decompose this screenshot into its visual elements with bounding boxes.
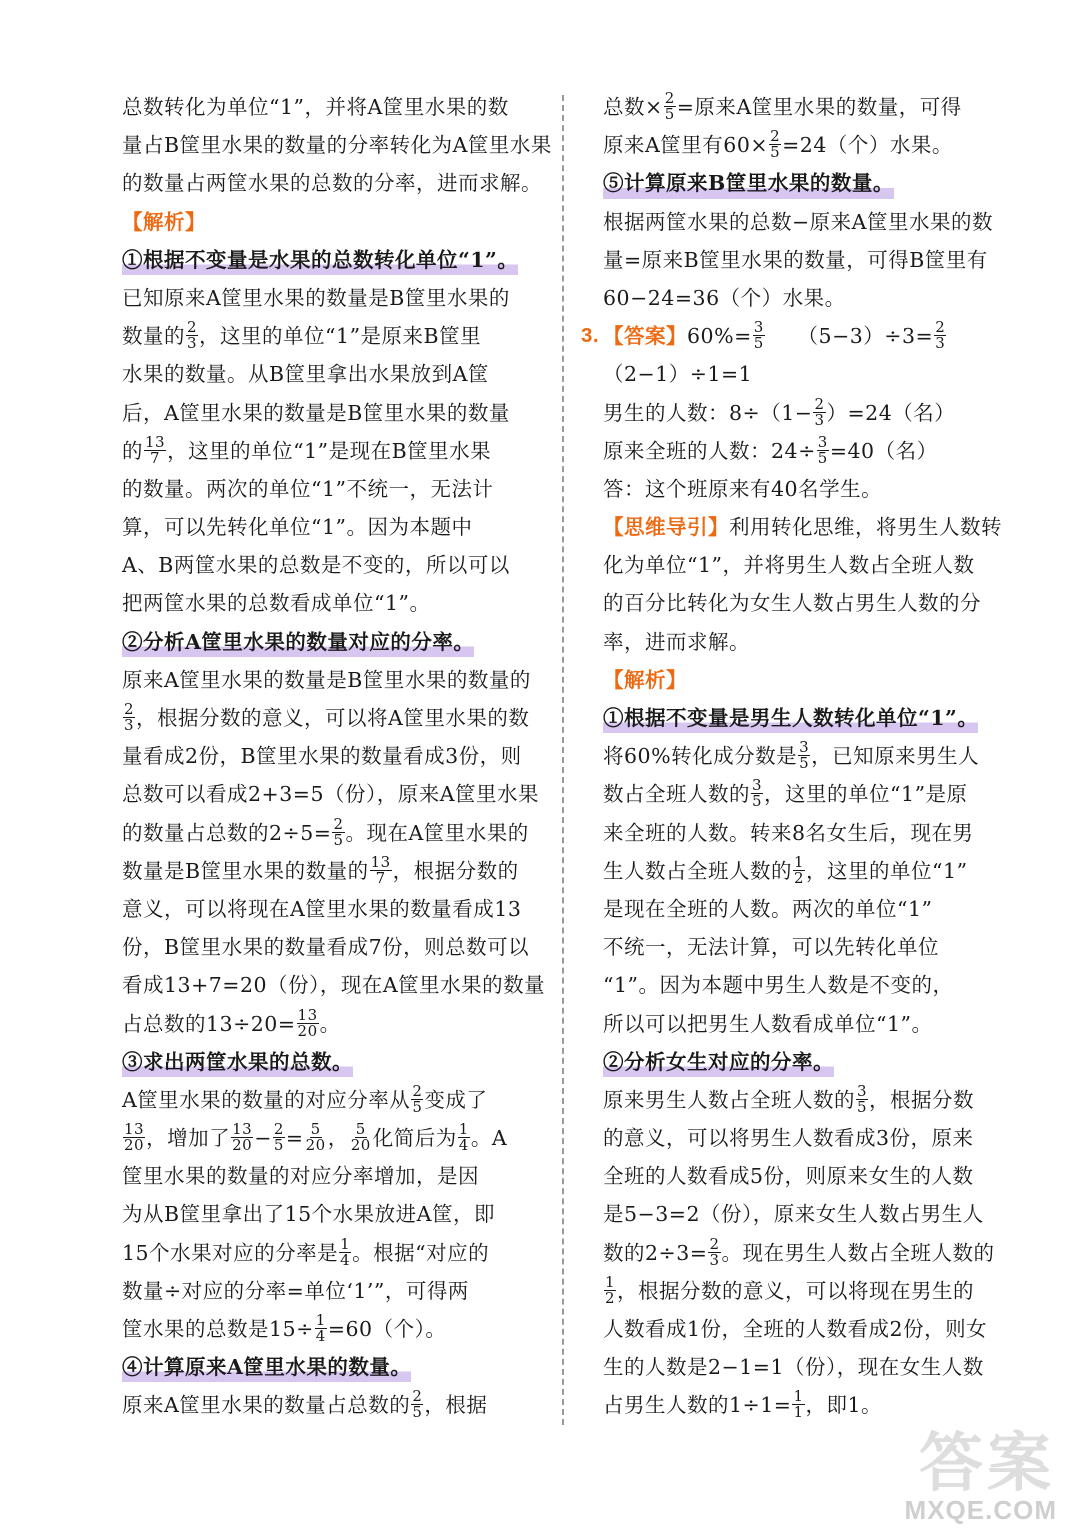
text-line: [603, 1157, 1025, 1195]
text-segment: 来全班的人数。转来8名女生后，现在男: [603, 820, 974, 845]
text-line: [603, 546, 1025, 584]
text-segment: 的数量。两次的单位“1”不统一，无法计: [122, 476, 494, 501]
text-segment: 变成了: [424, 1087, 488, 1112]
text-segment: −: [254, 1126, 272, 1151]
text-segment: 的百分比转化为女生人数占男生人数的分: [603, 591, 981, 616]
fraction: [297, 1005, 319, 1040]
text-line: [603, 814, 1025, 852]
fraction-numerator: 2: [412, 1081, 423, 1100]
text-segment: 看成13+7=20（份），现在A筐里水果的数量: [122, 973, 546, 998]
fraction: [370, 852, 392, 887]
text-segment: 筐水果的总数是15÷: [122, 1317, 314, 1341]
text-line: [603, 1119, 1025, 1157]
fraction: [817, 432, 829, 467]
text-segment: ，增加了: [146, 1126, 231, 1151]
text-segment: ，根据: [424, 1393, 488, 1418]
fraction-numerator: 3: [799, 738, 810, 757]
fraction-denominator: 3: [187, 334, 198, 353]
fraction: [934, 320, 946, 351]
text-segment: =40（名）: [829, 438, 938, 463]
text-segment: 总数×: [603, 95, 663, 119]
watermark-text: 答案: [919, 1427, 1055, 1499]
fraction: [123, 1122, 145, 1153]
text-segment: A、B两筐水果的总数是不变的，所以可以: [122, 553, 510, 578]
text-segment: （2−1）÷1=1: [603, 362, 753, 387]
text-line: [603, 928, 1025, 966]
fraction-denominator: 20: [305, 1136, 326, 1155]
text-segment: ④计算原来A筐里水果的数量。: [122, 1355, 412, 1380]
fraction-denominator: 7: [150, 448, 161, 467]
text-segment: 为从B筐里拿出了15个水果放进A筐，即: [122, 1202, 495, 1227]
fraction-denominator: 2: [794, 868, 805, 887]
text-line: [603, 1310, 1025, 1348]
text-segment: ，这里的单位“1”: [806, 858, 968, 883]
text-segment: ，已知原来男生人: [811, 744, 980, 769]
text-segment: 原来A筐里水果的数量是B筐里水果的数量的: [122, 667, 531, 692]
text-line: [603, 1081, 1025, 1119]
text-line: [603, 88, 1025, 126]
text-segment: =60（个）。: [327, 1317, 447, 1341]
text-line: [122, 508, 542, 546]
text-line: [122, 661, 542, 699]
left-column: [122, 88, 552, 1425]
text-segment: 量看成2份，B筐里水果的数量看成3份，则: [122, 744, 522, 769]
fraction: [798, 740, 810, 771]
text-line: [603, 355, 1025, 393]
fraction: [793, 852, 805, 887]
text-segment: （5−3）÷3=: [765, 324, 934, 349]
text-segment: ①根据不变量是水果的总数转化单位“1”。: [122, 247, 519, 272]
section-tag: 【解析】: [122, 209, 206, 234]
text-segment: ①根据不变量是男生人数转化单位“1”。: [603, 706, 979, 730]
text-segment: 。现在男生人数占全班人数的: [721, 1240, 995, 1265]
text-segment: 占男生人数的1÷1=: [603, 1393, 792, 1418]
text-line: [122, 394, 542, 432]
fraction: [708, 1234, 720, 1269]
fraction-numerator: 13: [370, 852, 391, 871]
text-line: [603, 203, 1025, 241]
text-segment: 率，进而求解。: [603, 629, 750, 654]
text-segment: 的: [122, 438, 143, 463]
fraction-denominator: 20: [124, 1136, 145, 1155]
text-line: [122, 1386, 542, 1424]
text-line: [603, 775, 1025, 813]
fraction-numerator: 2: [709, 1234, 720, 1253]
text-line: [603, 508, 1025, 546]
fraction: [458, 1122, 470, 1153]
fraction-numerator: 3: [857, 1081, 868, 1100]
text-segment: 不统一，无法计算，可以先转化单位: [603, 935, 939, 960]
text-segment: 所以可以把男生人数看成单位“1”。: [603, 1011, 933, 1036]
text-line: [122, 1119, 542, 1157]
text-segment: 全班的人数看成5份，则原来女生的人数: [603, 1164, 974, 1189]
fraction-numerator: 13: [124, 1120, 145, 1139]
fraction: [411, 1081, 423, 1116]
fraction: [792, 1389, 804, 1420]
fraction-numerator: 1: [315, 1311, 326, 1329]
text-line: [603, 623, 1025, 661]
fraction: [856, 1081, 868, 1116]
text-segment: 将60%转化成分数是: [603, 744, 798, 769]
text-segment: 量占B筐里水果的数量的分率转化为A筐里水果: [122, 133, 552, 158]
text-segment: 的数量占两筐水果的总数的分率，进而求解。: [122, 171, 542, 196]
fraction-numerator: 13: [145, 432, 166, 451]
fraction-denominator: 5: [857, 1097, 868, 1116]
text-segment: ，这里的单位“1”是现在B筐里水果: [167, 438, 492, 463]
text-segment: ，: [327, 1126, 349, 1151]
text-line: [122, 1157, 542, 1195]
fraction: [813, 394, 825, 429]
text-segment: 数量的: [122, 324, 185, 349]
text-line: [603, 584, 1025, 622]
fraction-denominator: 3: [124, 716, 135, 734]
text-line: [122, 852, 542, 890]
text-line: [603, 1234, 1025, 1272]
fraction-denominator: 5: [333, 830, 344, 849]
text-segment: 占总数的13÷20=: [122, 1011, 296, 1036]
fraction-denominator: 4: [340, 1250, 351, 1269]
text-segment: ，这里的单位“1”是原: [764, 782, 968, 807]
text-line: [603, 852, 1025, 890]
text-line: [603, 394, 1025, 432]
text-segment: ③求出两筐水果的总数。: [122, 1049, 353, 1074]
text-segment: 意义，可以将现在A筐里水果的数量看成13: [122, 896, 522, 921]
step-heading: [122, 623, 474, 661]
text-line: [122, 1310, 542, 1348]
text-segment: 水果的数量。从B筐里拿出水果放到A筐: [122, 362, 489, 387]
fraction-denominator: 5: [412, 1403, 423, 1422]
text-segment: ②分析女生对应的分率。: [603, 1049, 834, 1074]
text-line: [603, 241, 1025, 279]
text-line: [603, 1348, 1025, 1386]
right-column: [581, 88, 1025, 1425]
section-tag: 【答案】: [603, 324, 687, 349]
text-segment: 化简后为: [372, 1126, 457, 1151]
fraction-denominator: 5: [753, 334, 764, 353]
fraction-numerator: 1: [793, 1387, 804, 1406]
step-heading: [603, 1043, 834, 1081]
text-line: [122, 241, 542, 279]
text-segment: A筐里水果的数量的对应分率从: [122, 1087, 411, 1112]
text-segment: =原来A筐里水果的数量，可得: [676, 95, 962, 119]
fraction-denominator: 3: [814, 410, 825, 429]
fraction-numerator: 1: [340, 1234, 351, 1253]
text-line: [603, 737, 1025, 775]
text-segment: ，根据分数: [869, 1087, 975, 1112]
text-segment: 原来A筐里水果的数量占总数的: [122, 1393, 411, 1418]
text-segment: 数占全班人数的: [603, 782, 750, 807]
text-line: [603, 279, 1025, 317]
step-heading: [603, 699, 978, 737]
text-segment: 已知原来A筐里水果的数量是B筐里水果的: [122, 285, 510, 310]
text-segment: 把两筐水果的总数看成单位“1”。: [122, 591, 431, 616]
fraction: [123, 702, 135, 733]
fraction-numerator: 2: [814, 394, 825, 413]
text-line: [122, 737, 542, 775]
fraction-numerator: 2: [412, 1387, 423, 1406]
fraction: [350, 1122, 372, 1153]
text-line: [122, 546, 542, 584]
text-line: [122, 584, 542, 622]
fraction: [305, 1122, 327, 1153]
text-segment: 量=原来B筐里水果的数量，可得B筐里有: [603, 247, 988, 272]
text-line: [122, 1348, 542, 1386]
text-line: [603, 164, 1025, 202]
text-segment: 利用转化思维，将男生人数转: [729, 515, 1002, 540]
text-segment: 原来全班的人数：24÷: [603, 438, 816, 463]
text-line: [122, 279, 542, 317]
fraction-denominator: 5: [273, 1136, 284, 1155]
text-line: [603, 699, 1025, 737]
text-line: [603, 126, 1025, 164]
text-segment: 数量是B筐里水果的数量的: [122, 858, 369, 883]
fraction-numerator: 1: [458, 1120, 469, 1139]
fraction: [411, 1389, 423, 1420]
fraction-denominator: 5: [412, 1097, 423, 1116]
fraction-numerator: 3: [817, 432, 828, 451]
text-segment: 生的人数是2−1=1（份），现在女生人数: [603, 1355, 984, 1380]
text-segment: 15个水果对应的分率是: [122, 1240, 339, 1265]
fraction: [753, 320, 765, 351]
text-line: [603, 317, 1025, 355]
text-line: [122, 355, 542, 393]
text-line: [122, 1005, 542, 1043]
text-segment: ，即1。: [805, 1393, 883, 1418]
fraction-denominator: 5: [817, 448, 828, 467]
fraction-numerator: 1: [605, 1272, 616, 1291]
text-line: [122, 890, 542, 928]
fraction: [664, 91, 676, 122]
fraction-numerator: 13: [232, 1120, 253, 1139]
text-line: [122, 1081, 542, 1119]
text-line: [122, 775, 542, 813]
fraction-numerator: 2: [935, 318, 946, 337]
column-divider: [562, 95, 564, 1425]
text-segment: 是现在全班的人数。两次的单位“1”: [603, 896, 933, 921]
step-heading: [122, 1348, 411, 1386]
text-line: [122, 1043, 542, 1081]
text-line: [122, 1234, 542, 1272]
text-segment: 筐里水果的数量的对应分率增加，是因: [122, 1164, 479, 1189]
text-line: [122, 317, 542, 355]
text-segment: 数量÷对应的分率=单位‘1’”，可得两: [122, 1278, 469, 1303]
text-line: [122, 699, 542, 737]
text-line: [122, 623, 542, 661]
fraction: [604, 1272, 616, 1307]
text-segment: 。现在A筐里水果的: [345, 820, 529, 845]
text-segment: =: [285, 1126, 304, 1151]
fraction-numerator: 5: [355, 1120, 366, 1139]
fraction-numerator: 1: [794, 852, 805, 871]
fraction-denominator: 5: [752, 792, 763, 811]
text-line: [122, 470, 542, 508]
watermark-url: MXQE.COM: [904, 1495, 1057, 1525]
step-heading: [122, 1043, 353, 1081]
text-line: [603, 966, 1025, 1004]
text-line: [603, 661, 1025, 699]
fraction-numerator: 5: [310, 1120, 321, 1139]
fraction-numerator: 2: [124, 700, 135, 718]
text-segment: ）=24（名）: [826, 400, 956, 425]
fraction: [231, 1122, 253, 1153]
text-segment: ，根据分数的意义，可以将现在男生的: [617, 1278, 975, 1303]
text-line: [122, 432, 542, 470]
text-segment: 数的2÷3=: [603, 1240, 708, 1265]
text-segment: “1”。因为本题中男生人数是不变的，: [603, 973, 954, 998]
fraction-numerator: 2: [273, 1120, 284, 1139]
text-line: [603, 1043, 1025, 1081]
fraction-denominator: 1: [793, 1403, 804, 1422]
fraction-denominator: 5: [664, 105, 675, 123]
text-segment: 。根据“对应的: [352, 1240, 490, 1265]
text-line: [603, 470, 1025, 508]
text-segment: 化为单位“1”，并将男生人数占全班人数: [603, 553, 975, 578]
fraction-denominator: 3: [935, 334, 946, 353]
fraction-numerator: 2: [664, 89, 675, 107]
text-line: [603, 1195, 1025, 1233]
text-segment: 。: [319, 1011, 341, 1036]
text-line: [122, 1195, 542, 1233]
fraction-denominator: 7: [375, 868, 386, 887]
fraction: [332, 814, 344, 849]
fraction-numerator: 3: [752, 776, 763, 795]
text-segment: 。A: [470, 1126, 508, 1151]
text-segment: 算，可以先转化单位“1”。因为本题中: [122, 515, 473, 540]
fraction: [186, 320, 198, 351]
section-tag: 【解析】: [603, 667, 687, 692]
text-segment: 后，A筐里水果的数量是B筐里水果的数量: [122, 400, 510, 425]
text-line: [122, 966, 546, 1004]
text-segment: 的数量占总数的2÷5=: [122, 820, 332, 845]
text-line: [122, 203, 542, 241]
text-line: [603, 890, 1025, 928]
text-segment: 60%=: [687, 324, 752, 349]
text-segment: ，根据分数的: [392, 858, 519, 883]
fraction-numerator: 13: [297, 1005, 318, 1024]
text-line: [122, 126, 552, 164]
fraction: [144, 432, 166, 467]
text-segment: ，根据分数的意义，可以将A筐里水果的数: [136, 706, 530, 730]
text-segment: 人数看成1份，全班的人数看成2份，则女: [603, 1317, 988, 1341]
text-segment: 60−24=36（个）水果。: [603, 285, 846, 310]
fraction-denominator: 5: [799, 754, 810, 773]
fraction-numerator: 2: [187, 318, 198, 337]
text-segment: ②分析A筐里水果的数量对应的分率。: [122, 629, 475, 654]
fraction-denominator: 20: [297, 1021, 318, 1040]
question-number: 3.: [581, 324, 600, 347]
text-segment: ⑤计算原来B筐里水果的数量。: [603, 171, 894, 196]
step-heading: [122, 241, 518, 279]
fraction: [273, 1122, 285, 1153]
fraction: [315, 1313, 327, 1344]
fraction: [339, 1234, 351, 1269]
fraction-denominator: 20: [232, 1136, 253, 1155]
text-segment: 总数可以看成2+3=5（份），原来A筐里水果: [122, 782, 540, 807]
text-line: [603, 432, 1025, 470]
fraction-numerator: 2: [333, 814, 344, 833]
fraction: [769, 129, 781, 160]
text-segment: 份，B筐里水果的数量看成7份，则总数可以: [122, 935, 530, 960]
step-heading: [603, 164, 894, 202]
text-line: [122, 814, 542, 852]
fraction-numerator: 3: [753, 318, 764, 337]
text-line: [603, 1272, 1025, 1310]
text-segment: 的意义，可以将男生人数看成3份，原来: [603, 1126, 974, 1151]
text-segment: 男生的人数：8÷（1−: [603, 400, 813, 425]
text-segment: ，这里的单位“1”是原来B筐里: [199, 324, 482, 349]
text-segment: 总数转化为单位“1”，并将A筐里水果的数: [122, 95, 509, 119]
fraction-denominator: 20: [350, 1136, 371, 1155]
fraction-denominator: 3: [709, 1250, 720, 1269]
watermark-logo: [883, 1412, 1063, 1530]
fraction: [751, 778, 763, 809]
text-segment: 是5−3=2（份），原来女生人数占男生人: [603, 1202, 984, 1227]
text-line: [122, 1272, 542, 1310]
fraction-denominator: 4: [458, 1136, 469, 1155]
text-segment: 根据两筐水果的总数−原来A筐里水果的数: [603, 209, 993, 234]
text-line: [603, 1005, 1025, 1043]
fraction-denominator: 2: [605, 1288, 616, 1307]
fraction-denominator: 4: [315, 1327, 326, 1345]
text-segment: 答：这个班原来有40名学生。: [603, 476, 883, 501]
text-line: [122, 164, 542, 202]
text-line: [122, 88, 542, 126]
text-segment: 原来男生人数占全班人数的: [603, 1087, 855, 1112]
fraction-denominator: 5: [770, 143, 781, 162]
text-segment: 生人数占全班人数的: [603, 858, 792, 883]
text-segment: 原来A筐里有60×: [603, 133, 769, 158]
fraction-numerator: 2: [770, 127, 781, 146]
text-segment: =24（个）水果。: [782, 133, 953, 158]
text-line: [122, 928, 542, 966]
section-tag: 【思维导引】: [603, 515, 729, 540]
